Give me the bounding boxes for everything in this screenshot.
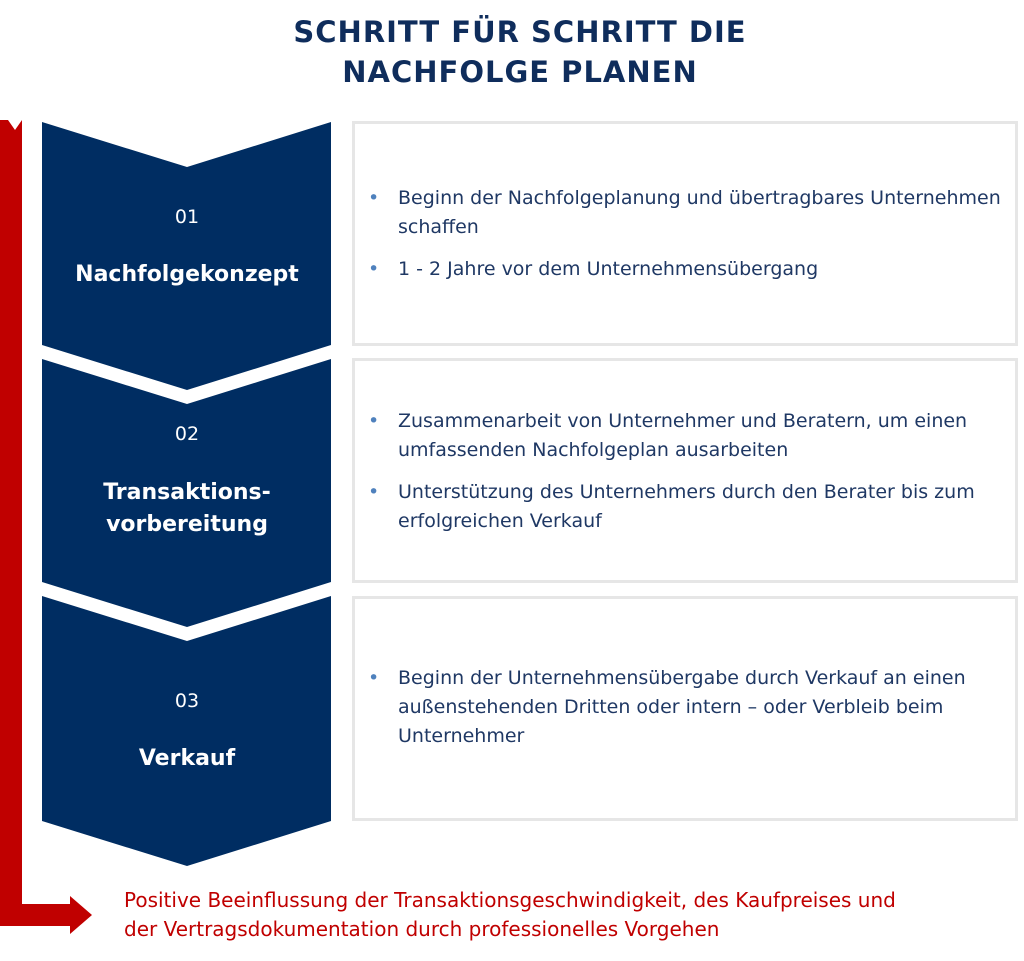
title-line-2: NACHFOLGE PLANEN xyxy=(342,55,698,89)
step-2-bullet-2: • Unterstützung des Unternehmers durch den Berater bis zum erfolgreichen Verkauf xyxy=(368,478,1005,536)
timeline-bar xyxy=(0,120,22,909)
step-title-1 xyxy=(42,259,332,291)
step-title-2-line-2: vorbereitung xyxy=(106,512,268,537)
step-description-box-3 xyxy=(352,596,1018,821)
timeline-arrow-shaft xyxy=(0,904,72,926)
conclusion-text xyxy=(124,886,1014,944)
step-number-1: 01 xyxy=(174,206,200,228)
step-chevron-3 xyxy=(42,596,331,866)
step-title-3-line: Verkauf xyxy=(138,746,236,771)
step-3-bullet-list xyxy=(368,664,1005,764)
step-number-3: 03 xyxy=(174,690,200,712)
step-description-box-2 xyxy=(352,358,1018,583)
conclusion-line-2: der Vertragsdokumentation durch professionelles Vorgehen xyxy=(124,917,720,941)
step-title-1-line: Nachfolgekonzept xyxy=(75,262,299,287)
step-1-bullet-1: • Beginn der Nachfolgeplanung und übertragbares Unternehmen schaffen xyxy=(368,184,1005,242)
step-3-bullet-1: • Beginn der Unternehmensübergabe durch Verkauf an einen außenstehenden Dritten oder intern – oder Verbleib beim Unternehmer xyxy=(368,664,1005,751)
step-description-box-1 xyxy=(352,121,1018,346)
conclusion-line-1: Positive Beeinflussung der Transaktionsgeschwindigkeit, des Kaufpreises und xyxy=(124,888,896,912)
step-title-2-line-1: Transaktions- xyxy=(103,480,271,505)
step-1-bullet-2: • 1 - 2 Jahre vor dem Unternehmensübergang xyxy=(368,255,1005,284)
step-title-3 xyxy=(42,743,332,775)
timeline-arrowhead xyxy=(70,896,92,934)
step-2-bullet-list xyxy=(368,407,1005,549)
step-1-bullet-list xyxy=(368,184,1005,297)
step-title-2 xyxy=(42,477,332,541)
step-chevron-1 xyxy=(42,122,331,390)
step-2-bullet-1: • Zusammenarbeit von Unternehmer und Beratern, um einen umfassenden Nachfolgeplan ausarbeiten xyxy=(368,407,1005,465)
title-line-1: SCHRITT FÜR SCHRITT DIE xyxy=(293,15,747,49)
step-number-2: 02 xyxy=(174,423,200,445)
